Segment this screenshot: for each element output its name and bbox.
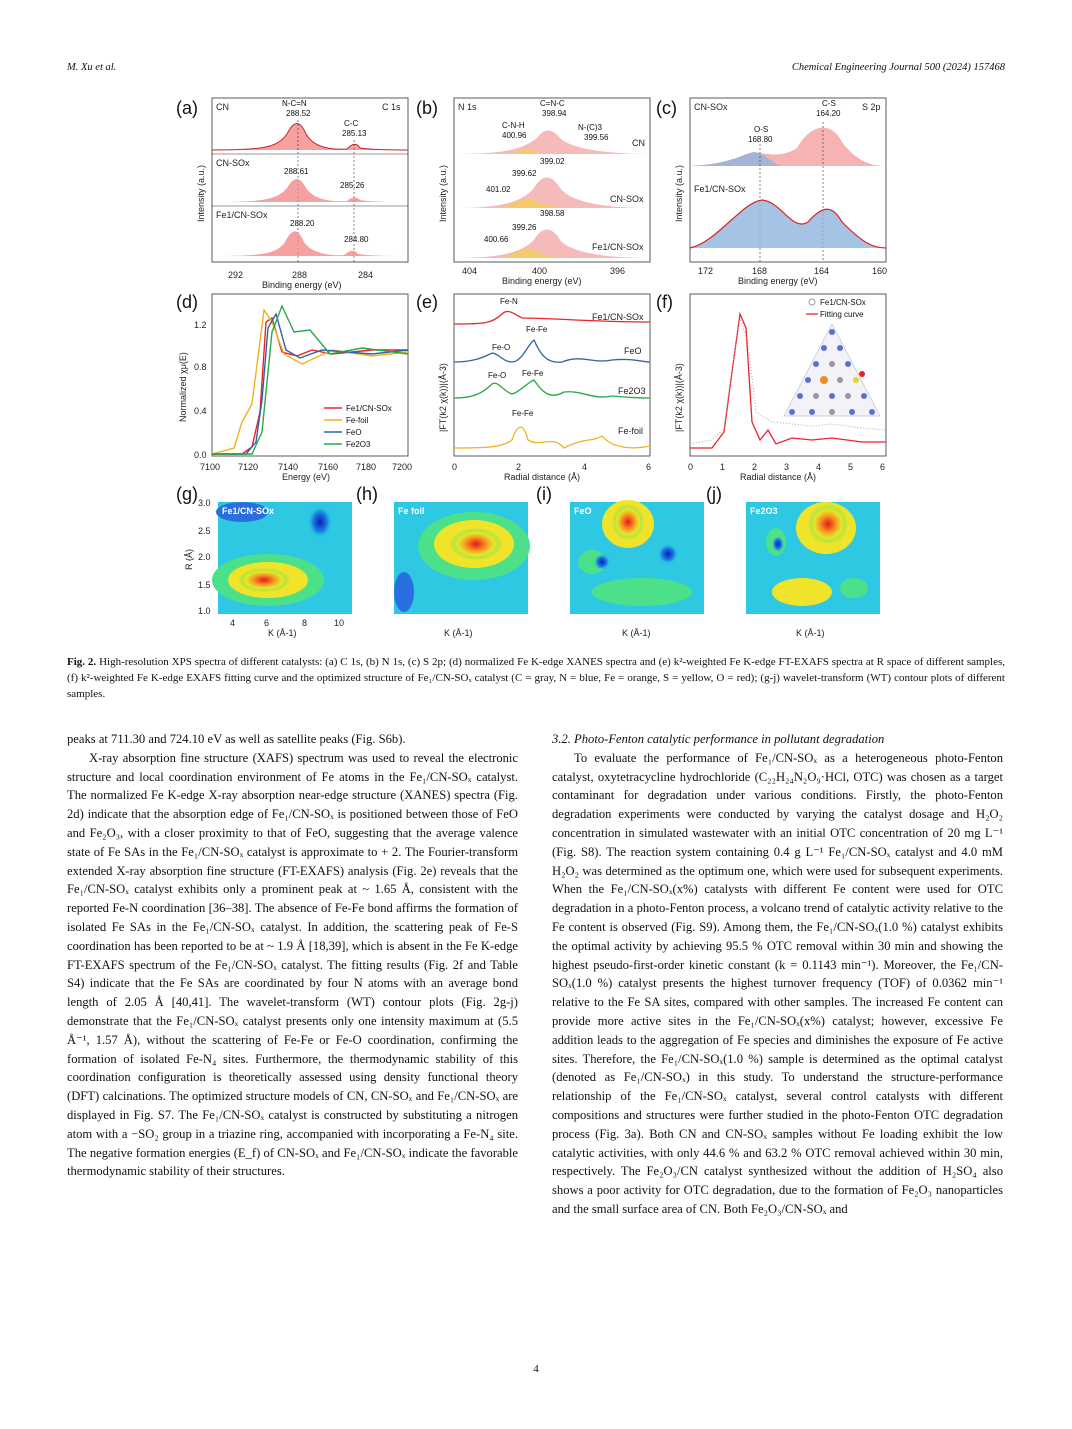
legend-item: FeO — [346, 428, 362, 437]
peak-value: 288.20 — [290, 219, 315, 228]
y-tick: 0.4 — [194, 406, 207, 416]
y-tick: 0.8 — [194, 362, 207, 372]
legend-item: Fe1/CN-SOx — [820, 298, 866, 307]
x-tick: 284 — [358, 270, 374, 280]
core-label-c1s: C 1s — [382, 102, 401, 112]
x-tick: 396 — [610, 266, 626, 276]
x-axis-label: Binding energy (eV) — [738, 276, 818, 286]
peak-value: 284.80 — [344, 235, 369, 244]
panel-f — [656, 292, 886, 482]
page-number: 4 — [533, 1363, 539, 1375]
caption-text: High-resolution XPS spectra of different catalysts: (a) C 1s, (b) N 1s, (c) S 2p; (d) normalized Fe K-edge XANES spectra and (e) k²-weighted Fe K-edge FT-EXAFS spectra at R space of different samples, (f) k²-weighted Fe K-edge EXAFS fitting curve and the optimized structure of Fe₁/CN-SOₓ catalyst (C = gray, N = blue, Fe = orange, S = yellow, O = red); (g-j) wavelet-transform (WT) contour plots of different samples. — [67, 656, 1006, 700]
x-axis-label: Radial distance (Å) — [740, 472, 817, 482]
sample-label: Fe1/CN-SOx — [592, 242, 644, 252]
peak-name-ncn: N-C=N — [282, 99, 307, 108]
y-tick: 2.5 — [198, 526, 211, 536]
panel-e — [416, 292, 651, 482]
x-tick: 7140 — [278, 462, 299, 472]
legend-item: Fe1/CN-SOx — [346, 404, 392, 413]
legend-item: Fe2O3 — [346, 440, 371, 449]
peak-annotation: Fe-N — [500, 297, 518, 306]
y-tick: 1.2 — [194, 320, 207, 330]
sample-label: Fe2O3 — [618, 386, 646, 396]
figure-2 — [172, 92, 908, 644]
x-tick: 7180 — [356, 462, 377, 472]
running-header-journal: Chemical Engineering Journal 500 (2024) 157468 — [791, 62, 1005, 73]
x-axis-label: Binding energy (eV) — [262, 280, 342, 290]
wt-title: FeO — [574, 506, 592, 516]
wt-title: Fe1/CN-SOx — [222, 506, 275, 516]
panel-h — [356, 484, 530, 614]
sample-label: FeO — [624, 346, 642, 356]
x-tick: 168 — [752, 266, 768, 276]
peak-value: 285.26 — [340, 181, 365, 190]
peak-value: 398.94 — [542, 109, 567, 118]
sample-label-cnsox: CN-SOx — [216, 158, 250, 168]
peak-annotation: Fe-Fe — [512, 409, 534, 418]
peak-value: 285.13 — [342, 129, 367, 138]
peak-name: C=N-C — [540, 99, 565, 108]
running-header-authors: M. Xu et al. — [67, 62, 117, 73]
x-tick: 160 — [872, 266, 888, 276]
x-axis-label: K (Å-1) — [796, 628, 825, 638]
y-axis-label: Intensity (a.u.) — [674, 164, 684, 222]
x-tick: 2 — [516, 462, 522, 472]
paragraph: X-ray absorption fine structure (XAFS) spectrum was used to reveal the electronic structure and local coordination environment of Fe atoms in the Fe₁/CN-SOₓ catalyst. The normalized Fe K-edge X-ray absorption near-edge structure (XANES) spectra (Fig. 2d) indicate that the absorption edge of Fe₁/CN-SOₓ is positioned between those of FeO and Fe₂O₃, with a closer proximity to that of FeO, suggesting that the average valence state of Fe SAs in the Fe₁/CN-SOₓ catalyst is approximate to + 2. The Fourier-transform extended X-ray absorption fine structure (FT-EXAFS) analysis (Fig. 2e) reveals that the Fe₁/CN-SOₓ catalyst exhibits only a prominent peak at ~ 1.65 Å, consistent with the reported Fe-N coordination [36–38]. The absence of Fe-Fe bond affirms the formation of isolated Fe SAs in the Fe₁/CN-SOₓ catalyst. In addition, the scattering peak of Fe-S coordination has been reported to be at ~ 1.9 Å [18,39], which is absent in the Fe K-edge FT-EXAFS spectrum of the Fe₁/CN-SOₓ catalyst. The fitting results (Fig. 2f and Table S4) indicate that the Fe SAs are coordinated by four N atoms with an average bond length of 2.05 Å [40,41]. The wavelet-transform (WT) contour plots (Fig. 2g-j) demonstrate that the Fe₁/CN-SOₓ catalyst presents only one intensity maximum at (5.5 Å⁻¹, 1.57 Å), without the scattering of Fe-Fe or Fe-O coordination, confirming the formation of isolated Fe-N₄ sites. Furthermore, the thermodynamic stability of this coordination configuration is theoretically assessed using density functional theory (DFT) calcinations. The optimized structure models of CN, CN-SOₓ and Fe₁/CN-SOₓ are displayed in Fig. S7. The Fe₁/CN-SOₓ catalyst is constructed by substituting a nitrogen atom with a −SO₂ group in a triazine ring, accompanied with incorporating a Fe-N₄ site. The negative formation energies (E_f) of CN-SOₓ and Fe₁/CN-SOₓ indicate the favorable thermodynamic stability of their structures. — [67, 750, 518, 1179]
peak-value: 288.52 — [286, 109, 311, 118]
sample-label: CN-SOx — [610, 194, 644, 204]
body-column-left — [67, 730, 518, 1181]
x-tick: 8 — [302, 618, 308, 628]
x-tick: 6 — [264, 618, 270, 628]
peak-annotation: Fe-Fe — [522, 369, 544, 378]
x-tick: 4 — [816, 462, 822, 472]
x-tick: 4 — [230, 618, 236, 628]
x-tick: 3 — [784, 462, 790, 472]
sample-label: Fe-foil — [618, 426, 644, 436]
peak-value: 399.56 — [584, 133, 609, 142]
x-axis-label: Radial distance (Å) — [504, 472, 581, 482]
sample-label: CN-SOx — [694, 102, 728, 112]
x-tick: 7160 — [318, 462, 339, 472]
peak-value: 398.58 — [540, 209, 565, 218]
peak-name: C-S — [822, 99, 836, 108]
panel-i — [536, 484, 704, 614]
x-tick: 7100 — [200, 462, 221, 472]
sample-label-fe1: Fe1/CN-SOx — [216, 210, 268, 220]
panel-a — [176, 98, 408, 290]
peak-value: 400.66 — [484, 235, 509, 244]
x-axis-label: K (Å-1) — [444, 628, 473, 638]
panel-label-b: (b) — [416, 98, 438, 118]
legend-item: Fitting curve — [820, 310, 864, 319]
paragraph: To evaluate the performance of Fe₁/CN-SOₓ as a heterogeneous photo-Fenton catalyst, oxytetracycline hydrochloride (C₂₂H₂₄N₂O₉·HCl, OTC) was chosen as a target contaminant for degradation under various conditions. Firstly, the photo-Fenton degradation experiments were conducted by varying the catalyst dosage and H₂O₂ concentration in simulated wastewater with an initial OTC concentration of 20 mg L⁻¹ (Fig. S8). The reaction system containing 0.4 g L⁻¹ Fe₁/CN-SOₓ catalyst and 4.0 mM H₂O₂ was determined as the optimum one, which were used for subsequent experiments. When the Fe₁/CN-SOₓ(x%) catalysts with different Fe content were used for OTC degradation in a photo-Fenton process, a volcano trend of catalytic activity relative to the Fe content is observed (Fig. S9). Among them, the Fe₁/CN-SOₓ(1.0 %) catalyst exhibits the optimal activity by achieving 95.5 % OTC removal within 30 min and showing the highest pseudo-first-order kinetic constant (k = 0.1143 min⁻¹). Moreover, the Fe₁/CN-SOₓ(1.0 %) catalyst presents the highest turnover frequency (TOF) of 0.0362 min⁻¹ relative to the Fe SA sites, compared with other samples. The increased Fe content can provide more active sites in the Fe₁/CN-SOₓ(x%) catalyst; however, excessive Fe addition leads to the aggregation of Fe species and diminishes the exposure of Fe active sites. Therefore, the Fe₁/CN-SOₓ(1.0 %) sample is determined as the optimal catalyst (denoted as Fe₁/CN-SOₓ) in this study. To understand the structure-performance relationship of the Fe₁/CN-SOₓ catalyst, several control catalysts with different compositions and structures were further studied in the photo-Fenton OTC degradation process (Fig. 3a). Both CN and CN-SOₓ samples without Fe loading exhibit the low catalytic activities, with only 44.6 % and 63.2 % OTC removal achieved within 30 min, respectively. The Fe₂O₃/CN catalyst synthesized without the addition of H₂SO₄ also shows a poor activity for OTC degradation, due to the formation of Fe₂O₃ nanoparticles and the small surface area of CN. Both Fe₂O₃/CN-SOₓ and — [552, 750, 1003, 1216]
x-tick: 0 — [688, 462, 694, 472]
figure-caption — [67, 654, 1005, 702]
peak-annotation: Fe-O — [492, 343, 511, 352]
x-tick: 7200 — [392, 462, 413, 472]
x-tick: 292 — [228, 270, 244, 280]
panel-label-c: (c) — [656, 98, 677, 118]
peak-value: 164.20 — [816, 109, 841, 118]
y-tick: 1.5 — [198, 580, 211, 590]
panel-d — [176, 292, 412, 482]
x-tick: 0 — [452, 462, 458, 472]
x-axis-label: K (Å-1) — [622, 628, 651, 638]
peak-value: 399.62 — [512, 169, 537, 178]
peak-annotation: Fe-Fe — [526, 325, 548, 334]
sample-label: Fe1/CN-SOx — [592, 312, 644, 322]
peak-name: N-(C)3 — [578, 123, 602, 132]
caption-label: Fig. 2. — [67, 656, 97, 668]
x-tick: 10 — [334, 618, 345, 628]
x-axis-label: Energy (eV) — [282, 472, 331, 482]
peak-value: 401.02 — [486, 185, 511, 194]
peak-name: C-N-H — [502, 121, 525, 130]
panel-label-g: (g) — [176, 484, 198, 504]
x-tick: 6 — [646, 462, 652, 472]
panel-label-e: (e) — [416, 292, 438, 312]
panel-j — [706, 484, 880, 614]
x-tick: 1 — [720, 462, 726, 472]
peak-value: 288.61 — [284, 167, 309, 176]
peak-annotation: Fe-O — [488, 371, 507, 380]
y-axis-label: R (Å) — [184, 549, 194, 570]
wt-title: Fe foil — [398, 506, 425, 516]
sample-label: CN — [632, 138, 645, 148]
sample-label-cn: CN — [216, 102, 229, 112]
panel-label-a: (a) — [176, 98, 198, 118]
panel-b — [416, 98, 650, 286]
panel-label-j: (j) — [706, 484, 722, 504]
y-tick: 0.0 — [194, 450, 207, 460]
y-tick: 3.0 — [198, 498, 211, 508]
x-tick: 7120 — [238, 462, 259, 472]
x-tick: 6 — [880, 462, 886, 472]
wt-title: Fe2O3 — [750, 506, 778, 516]
peak-value: 168.80 — [748, 135, 773, 144]
y-tick: 1.0 — [198, 606, 211, 616]
peak-value: 400.96 — [502, 131, 527, 140]
section-heading: 3.2. Photo-Fenton catalytic performance in pollutant degradation — [552, 732, 885, 746]
x-tick: 400 — [532, 266, 548, 276]
panel-label-d: (d) — [176, 292, 198, 312]
x-tick: 172 — [698, 266, 714, 276]
x-tick: 4 — [582, 462, 588, 472]
peak-name-cc: C-C — [344, 119, 359, 128]
y-axis-label: Intensity (a.u.) — [196, 164, 206, 222]
peak-value: 399.02 — [540, 157, 565, 166]
x-tick: 5 — [848, 462, 854, 472]
core-label-n1s: N 1s — [458, 102, 477, 112]
x-tick: 2 — [752, 462, 758, 472]
sample-label: Fe1/CN-SOx — [694, 184, 746, 194]
y-axis-label: Intensity (a.u.) — [438, 164, 448, 222]
x-tick: 164 — [814, 266, 830, 276]
x-tick: 404 — [462, 266, 478, 276]
peak-name: O-S — [754, 125, 769, 134]
x-tick: 288 — [292, 270, 308, 280]
y-tick: 2.0 — [198, 552, 211, 562]
figure-2-svg — [172, 92, 908, 644]
panel-label-f: (f) — [656, 292, 673, 312]
panel-c — [656, 98, 887, 286]
paragraph: peaks at 711.30 and 724.10 eV as well as satellite peaks (Fig. S6b). — [67, 732, 406, 746]
legend-item: Fe-foil — [346, 416, 369, 425]
x-axis-label: Binding energy (eV) — [502, 276, 582, 286]
y-axis-label: |FT(k2 χ(k))|(Å-3) — [674, 363, 684, 432]
peak-value: 399.26 — [512, 223, 537, 232]
panel-label-h: (h) — [356, 484, 378, 504]
y-axis-label: |FT(k2 χ(k))|(Å-3) — [438, 363, 448, 432]
x-axis-label: K (Å-1) — [268, 628, 297, 638]
panel-label-i: (i) — [536, 484, 552, 504]
y-axis-label: Normalized χμ(E) — [178, 352, 188, 422]
core-label-s2p: S 2p — [862, 102, 881, 112]
body-column-right — [552, 730, 1003, 1219]
